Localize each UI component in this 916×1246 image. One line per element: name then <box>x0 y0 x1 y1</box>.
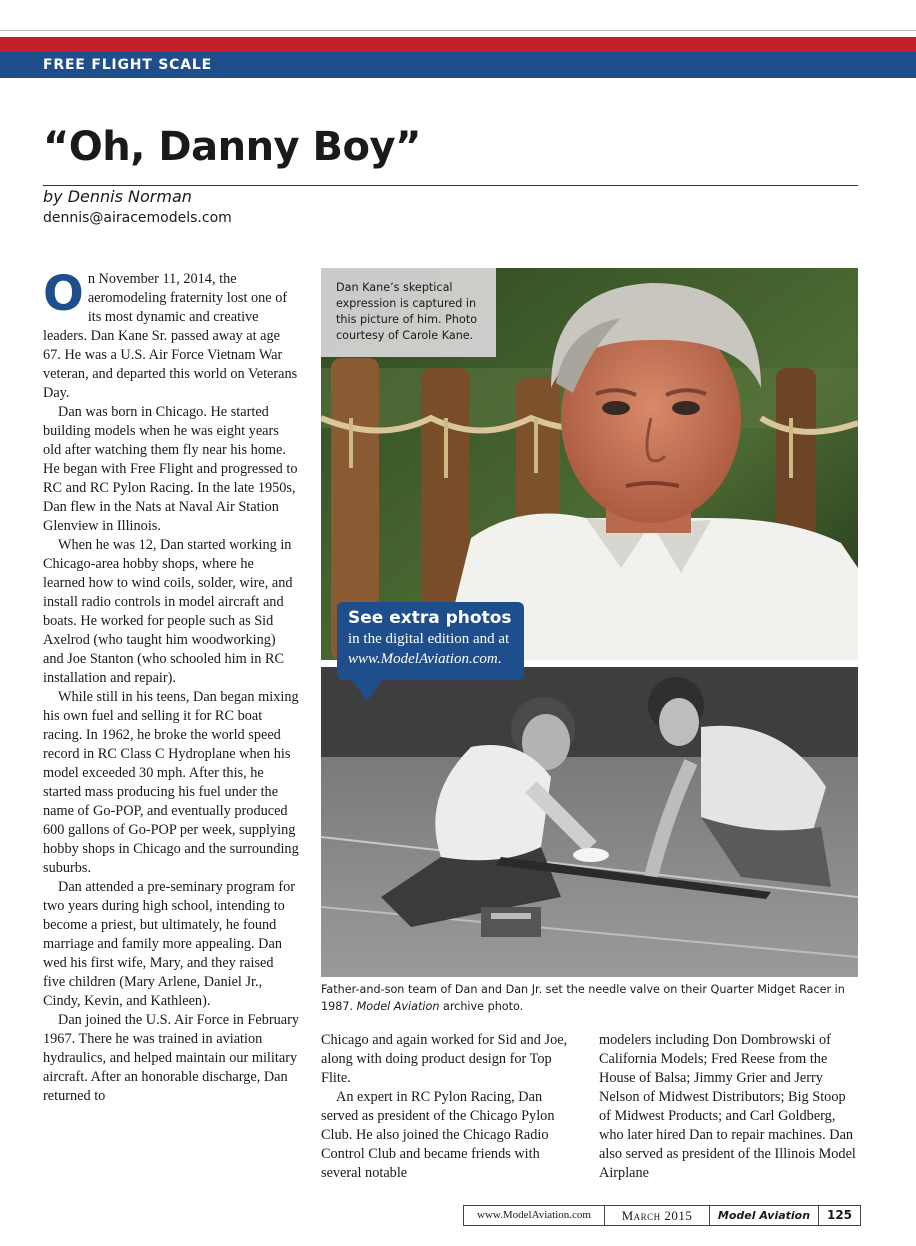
paragraph-5: Dan attended a pre-seminary program for two years during high school, intending to become a priest, but ultimately, he found marriage and family more appealing. Dan wed his first wife, Mary, and they raised five children (Mary Arlene, Daniel Jr., Cindy, Kevin, and Kathleen). <box>43 879 295 1009</box>
drop-cap: O <box>43 266 84 322</box>
header-red-band <box>0 37 916 52</box>
title-rule <box>43 185 858 186</box>
section-label: FREE FLIGHT SCALE <box>43 57 212 73</box>
archive-photo-art <box>321 667 858 977</box>
photo-2-caption: Father-and-son team of Dan and Dan Jr. set the needle valve on their Quarter Midget Racer in 1987. Model Aviation archive photo. <box>321 983 845 1013</box>
extra-photos-text: See extra photos in the digital edition and at www.ModelAviation.com. <box>348 608 512 667</box>
footer-magazine: Model Aviation <box>710 1206 819 1225</box>
callout-url[interactable]: www.ModelAviation.com <box>348 651 498 667</box>
paragraph-4: While still in his teens, Dan began mixing his own fuel and selling it for RC boat racing. In 1962, he broke the world speed record in RC Class C Hydroplane when his model exceeded 30 mph. After this, he started mass producing his fuel under the name of Go-POP, and eventually produced 600 gallons of Go-POP per week, supplying hobby shops in Chicago and the surrounding suburbs. <box>43 689 299 876</box>
paragraph-3: When he was 12, Dan started working in Chicago-area hobby shops, where he learned how to wind coils, solder, wire, and install radio controls in model aircraft and boats. He worked for people such as Sid Axelrod (who taught him woodworking) and Joe Stanton (who schooled him in RC installation and repair). <box>43 537 293 686</box>
footer-issue: March 2015 <box>605 1206 710 1225</box>
byline: by Dennis Norman <box>43 187 192 206</box>
column-1 <box>43 266 300 1106</box>
author-email[interactable]: dennis@airacemodels.com <box>43 210 232 226</box>
photo-1-caption-box <box>321 268 496 357</box>
callout-highlight: See extra photos <box>348 608 512 628</box>
article-title: “Oh, Danny Boy” <box>43 124 421 170</box>
top-rule <box>0 30 916 31</box>
page-number: 125 <box>826 1208 853 1222</box>
paragraph-7: Chicago and again worked for Sid and Joe, along with doing product design for Top Flite. <box>321 1032 568 1086</box>
callout-body: in the digital edition and at <box>348 631 510 647</box>
paragraph-9: modelers including Don Dombrowski of California Models; Fred Reese from the House of Balsa; Jimmy Grier and Jerry Nelson of Midwest Distributors; Big Stoop of Midwest Products; and Carl Goldberg, who later hired Dan to repair machines. Dan also served as president of the Illinois Model Airplane <box>599 1032 856 1181</box>
page-footer <box>463 1205 861 1226</box>
photo-2-credit-magazine: Model Aviation <box>356 1000 440 1013</box>
paragraph-2: Dan was born in Chicago. He started building models when he was eight years old after watching them fly near his home. He began with Free Flight and progressed to RC and RC Pylon Racing. In the late 1950s, Dan flew in the Nats at Naval Air Station Glenview in Illinois. <box>43 404 298 534</box>
column-2 <box>321 1031 577 1183</box>
paragraph-1: On November 11, 2014, the aeromodeling fraternity lost one of its most dynamic and creative leaders. Dan Kane Sr. passed away at age 67. He was a U.S. Air Force Vietnam War veteran, and departed this world on Veterans Day. <box>43 266 298 401</box>
paragraph-6: Dan joined the U.S. Air Force in February 1967. There he was trained in aviation hydraulics, and helped maintain our military aircraft. After an honorable discharge, Dan returned to <box>43 1012 300 1104</box>
paragraph-8: An expert in RC Pylon Racing, Dan served as president of the Chicago Pylon Club. He also joined the Chicago Radio Control Club and became friends with several notable <box>321 1089 555 1181</box>
callout-pointer <box>351 679 383 701</box>
photo-1-caption: Dan Kane’s skeptical expression is captured in this picture of him. Photo courtesy of Carole Kane. <box>336 281 478 342</box>
column-3 <box>599 1031 858 1183</box>
footer-url[interactable]: www.ModelAviation.com <box>464 1206 605 1225</box>
archive-photo <box>321 667 858 977</box>
